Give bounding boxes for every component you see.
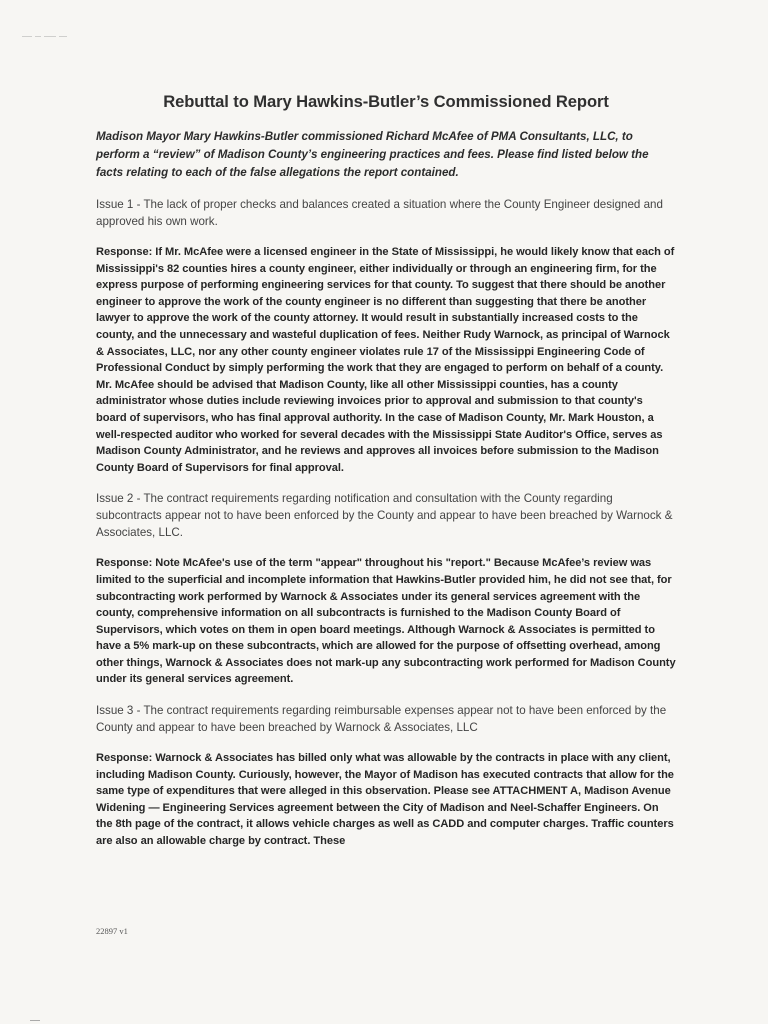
issue-2-text: Issue 2 - The contract requirements regarding notification and consultation with the County regarding subcontracts appear not to have been enforced by the County and appear to have been breached by Warnock & Associates, LLC. (96, 492, 673, 540)
document-title: Rebuttal to Mary Hawkins-Butler’s Commissioned Report (163, 92, 609, 111)
response-1-text: Response: If Mr. McAfee were a licensed engineer in the State of Mississippi, he would likely know that each of Mississippi's 82 counties hires a county engineer, either individually or through an engineering firm, for the express purpose of performing engineering services for that county. To suggest that there should be another engineer to approve the work of the county engineer is no different than suggesting that there be another lawyer to approve the work of the county attorney. It would result in substantially increased costs to the county, and the unnecessary and wasteful duplication of fees. Neither Rudy Warnock, as principal of Warnock & Associates, LLC, nor any other county engineer violates rule 17 of the Mississippi Engineering Code of Professional Conduct by simply performing the work that they are engaged to perform on behalf of a county. Mr. McAfee should be advised that Madison County, like all other Mississippi counties, has a county administrator whose duties include reviewing invoices prior to approval and submission to that county's board of supervisors, who has final approval authority. In the case of Madison County, Mr. Mark Houston, a well-respected auditor who worked for several decades with the Mississippi State Auditor's Office, serves as Madison County Administrator, and he reviews and approves all invoices before submission to the Madison County Board of Supervisors for final approval. (96, 246, 675, 474)
response-3-text: Response: Warnock & Associates has billed only what was allowable by the contracts in place with any client, including Madison County. Curiously, however, the Mayor of Madison has executed contracts that allow for the same type of expenditures that were alleged in this observation. Please see ATTACHMENT A, Madison Avenue Widening — Engineering Services agreement between the City of Madison and Neel-Schaffer Engineers. On the 8th page of the contract, it allows vehicle charges as well as CADD and computer charges. Traffic counters are also an allowable charge by contract. These (96, 752, 674, 848)
document-id: 22897 v1 (96, 926, 128, 936)
scan-artifact-bottom (30, 1020, 40, 1021)
intro-paragraph: Madison Mayor Mary Hawkins-Butler commissioned Richard McAfee of PMA Consultants, LLC, to perform a “review” of Madison County’s engineering practices and fees. Please find listed below the facts relating to each of the false allegations the report contained. (96, 130, 649, 179)
document-body (96, 92, 676, 864)
response-2-text: Response: Note McAfee's use of the term "appear" throughout his "report." Because McAfee’s review was limited to the superficial and incomplete information that Hawkins-Butler provided him, he did not see that, for subcontracting work performed by Warnock & Associates under its general services agreement with the county, comprehensive information on all subcontracts is furnished to the Madison County Board of Supervisors, which votes on them in open board meetings. Although Warnock & Associates is permitted to have a 5% mark-up on these subcontracts, which are allowed for the purpose of offsetting overhead, among other things, Warnock & Associates does not mark-up any subcontracting work performed for Madison County under its general services agreement. (96, 557, 676, 686)
scan-artifact (22, 28, 70, 34)
issue-3-text: Issue 3 - The contract requirements regarding reimbursable expenses appear not to have been enforced by the County and appear to have been breached by Warnock & Associates, LLC (96, 704, 667, 735)
issue-1-text: Issue 1 - The lack of proper checks and balances created a situation where the County Engineer designed and approved his own work. (96, 198, 663, 228)
